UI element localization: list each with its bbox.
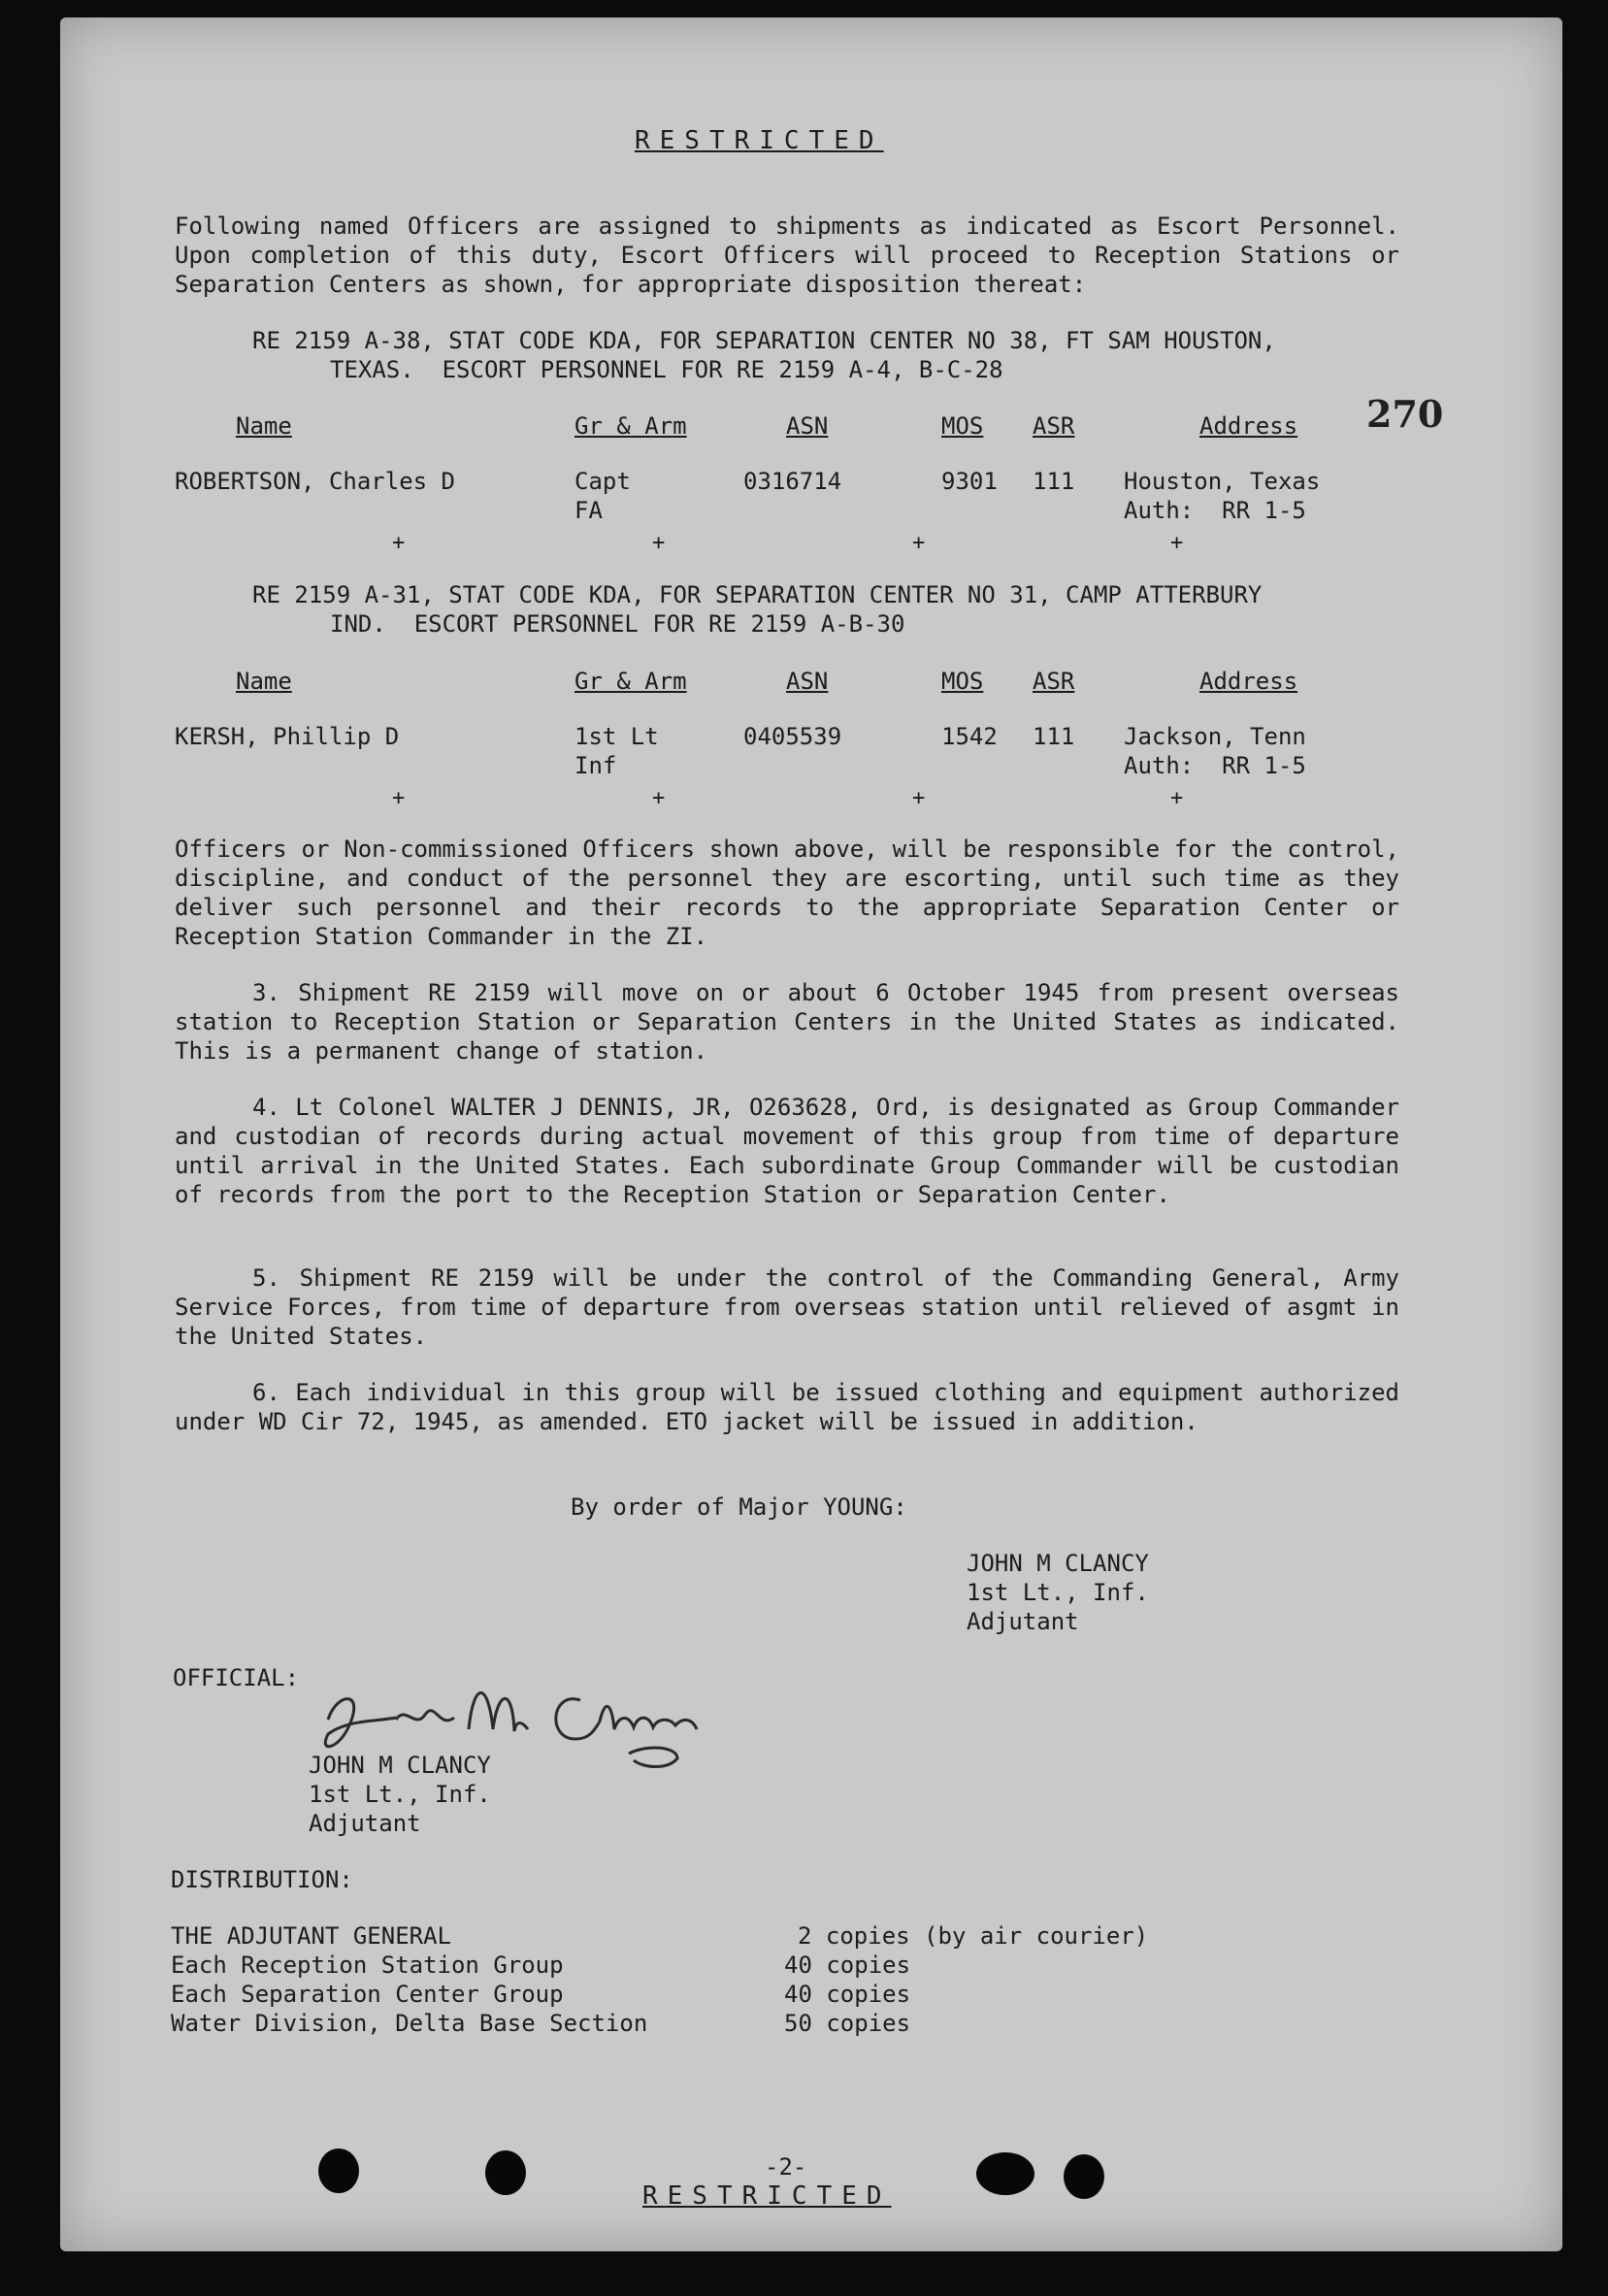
- punch-hole-1: [318, 2148, 359, 2193]
- s1-mos: 9301: [941, 468, 998, 495]
- punch-hole-4: [1064, 2154, 1104, 2199]
- official-label: OFFICIAL:: [173, 1664, 300, 1691]
- s2-col-name: Name: [236, 668, 292, 695]
- s2-asr: 111: [1033, 723, 1075, 750]
- s2-plus-1: +: [392, 786, 406, 810]
- section1-line2: TEXAS. ESCORT PERSONNEL FOR RE 2159 A-4, B-C-28: [330, 356, 1003, 383]
- s1-grade: Capt: [574, 468, 631, 495]
- punch-hole-2: [485, 2150, 526, 2195]
- official-title: Adjutant: [309, 1810, 421, 1837]
- s1-address: Houston, Texas: [1124, 468, 1321, 495]
- s2-plus-3: +: [912, 786, 926, 810]
- official-name: JOHN M CLANCY: [309, 1752, 491, 1779]
- paragraph-4: 4. Lt Colonel WALTER J DENNIS, JR, O263628, Ord, is designated as Group Commander and custodian of records during actual movement of this group from time of departure until arrival in the United States. Each subordinate Group Commander will be custodian of records from the port to the Reception Station or Separation Center.: [175, 1094, 1399, 1208]
- s1-col-asr: ASR: [1033, 412, 1075, 440]
- s1-col-mos: MOS: [941, 412, 984, 440]
- officers-paragraph: Officers or Non-commissioned Officers shown above, will be responsible for the control, discipline, and conduct of the personnel they are escorting, until such time as they deliver such personnel and their records to the appropriate Separation Center or Reception Station Commander in the ZI.: [175, 836, 1399, 950]
- restricted-header: RESTRICTED: [635, 126, 884, 155]
- distribution-to-2: Each Reception Station Group: [171, 1952, 564, 1979]
- section2-line1: RE 2159 A-31, STAT CODE KDA, FOR SEPARATION CENTER NO 31, CAMP ATTERBURY: [252, 581, 1263, 608]
- distribution-to-3: Each Separation Center Group: [171, 1981, 564, 2008]
- signer-rank: 1st Lt., Inf.: [967, 1579, 1149, 1606]
- s2-mos: 1542: [941, 723, 998, 750]
- s1-asr: 111: [1033, 468, 1075, 495]
- distribution-label: DISTRIBUTION:: [171, 1866, 353, 1893]
- s2-asn: 0405539: [743, 723, 842, 750]
- s1-name: ROBERTSON, Charles D: [175, 468, 455, 495]
- s2-plus-2: +: [652, 786, 666, 810]
- intro-paragraph: Following named Officers are assigned to shipments as indicated as Escort Personnel. Upon completion of this duty, Escort Officers will proceed to Reception Stations or Separation Centers as shown, for appropriate disposition thereat:: [175, 213, 1399, 298]
- page-number: -2-: [765, 2153, 807, 2181]
- s2-auth: Auth: RR 1-5: [1124, 752, 1306, 779]
- s2-arm: Inf: [574, 752, 617, 779]
- paragraph-6: 6. Each individual in this group will be issued clothing and equipment authorized under WD Cir 72, 1945, as amended. ETO jacket will be issued in addition.: [175, 1379, 1399, 1435]
- signer-title: Adjutant: [967, 1608, 1079, 1635]
- s2-name: KERSH, Phillip D: [175, 723, 400, 750]
- s1-plus-4: +: [1170, 531, 1184, 555]
- distribution-copies-1: 2 copies (by air courier): [798, 1922, 1149, 1950]
- distribution-to-4: Water Division, Delta Base Section: [171, 2010, 648, 2037]
- s1-plus-1: +: [392, 531, 406, 555]
- s1-asn: 0316714: [743, 468, 842, 495]
- distribution-copies-2: 40 copies: [784, 1952, 911, 1979]
- paragraph-3: 3. Shipment RE 2159 will move on or about 6 October 1945 from present overseas station to Reception Station or Separation Centers in the United States as indicated. This is a permanent change of station.: [175, 979, 1399, 1065]
- s2-col-grade: Gr & Arm: [574, 668, 687, 695]
- s2-col-address: Address: [1199, 668, 1298, 695]
- s2-address: Jackson, Tenn: [1124, 723, 1306, 750]
- official-rank: 1st Lt., Inf.: [309, 1781, 491, 1808]
- distribution-to-1: THE ADJUTANT GENERAL: [171, 1922, 451, 1950]
- s2-col-asn: ASN: [786, 668, 829, 695]
- s1-plus-3: +: [912, 531, 926, 555]
- s2-grade: 1st Lt: [574, 723, 659, 750]
- paragraph-5: 5. Shipment RE 2159 will be under the control of the Commanding General, Army Service Forces, from time of departure from overseas station until relieved of asgmt in the United States.: [175, 1264, 1399, 1350]
- s1-auth: Auth: RR 1-5: [1124, 497, 1306, 524]
- restricted-footer: RESTRICTED: [642, 2181, 892, 2211]
- by-order-line: By order of Major YOUNG:: [571, 1493, 907, 1521]
- distribution-copies-3: 40 copies: [784, 1981, 911, 2008]
- punch-hole-3: [976, 2152, 1034, 2195]
- s2-plus-4: +: [1170, 786, 1184, 810]
- distribution-copies-4: 50 copies: [784, 2010, 911, 2037]
- archive-stamp-number: 270: [1366, 392, 1444, 436]
- s1-col-grade: Gr & Arm: [574, 412, 687, 440]
- section2-line2: IND. ESCORT PERSONNEL FOR RE 2159 A-B-30: [330, 610, 905, 638]
- s1-col-name: Name: [236, 412, 292, 440]
- s1-arm: FA: [574, 497, 603, 524]
- section1-line1: RE 2159 A-38, STAT CODE KDA, FOR SEPARATION CENTER NO 38, FT SAM HOUSTON,: [252, 327, 1276, 354]
- s2-col-asr: ASR: [1033, 668, 1075, 695]
- s2-col-mos: MOS: [941, 668, 984, 695]
- s1-col-asn: ASN: [786, 412, 829, 440]
- s1-col-address: Address: [1199, 412, 1298, 440]
- signer-name: JOHN M CLANCY: [967, 1550, 1149, 1577]
- s1-plus-2: +: [652, 531, 666, 555]
